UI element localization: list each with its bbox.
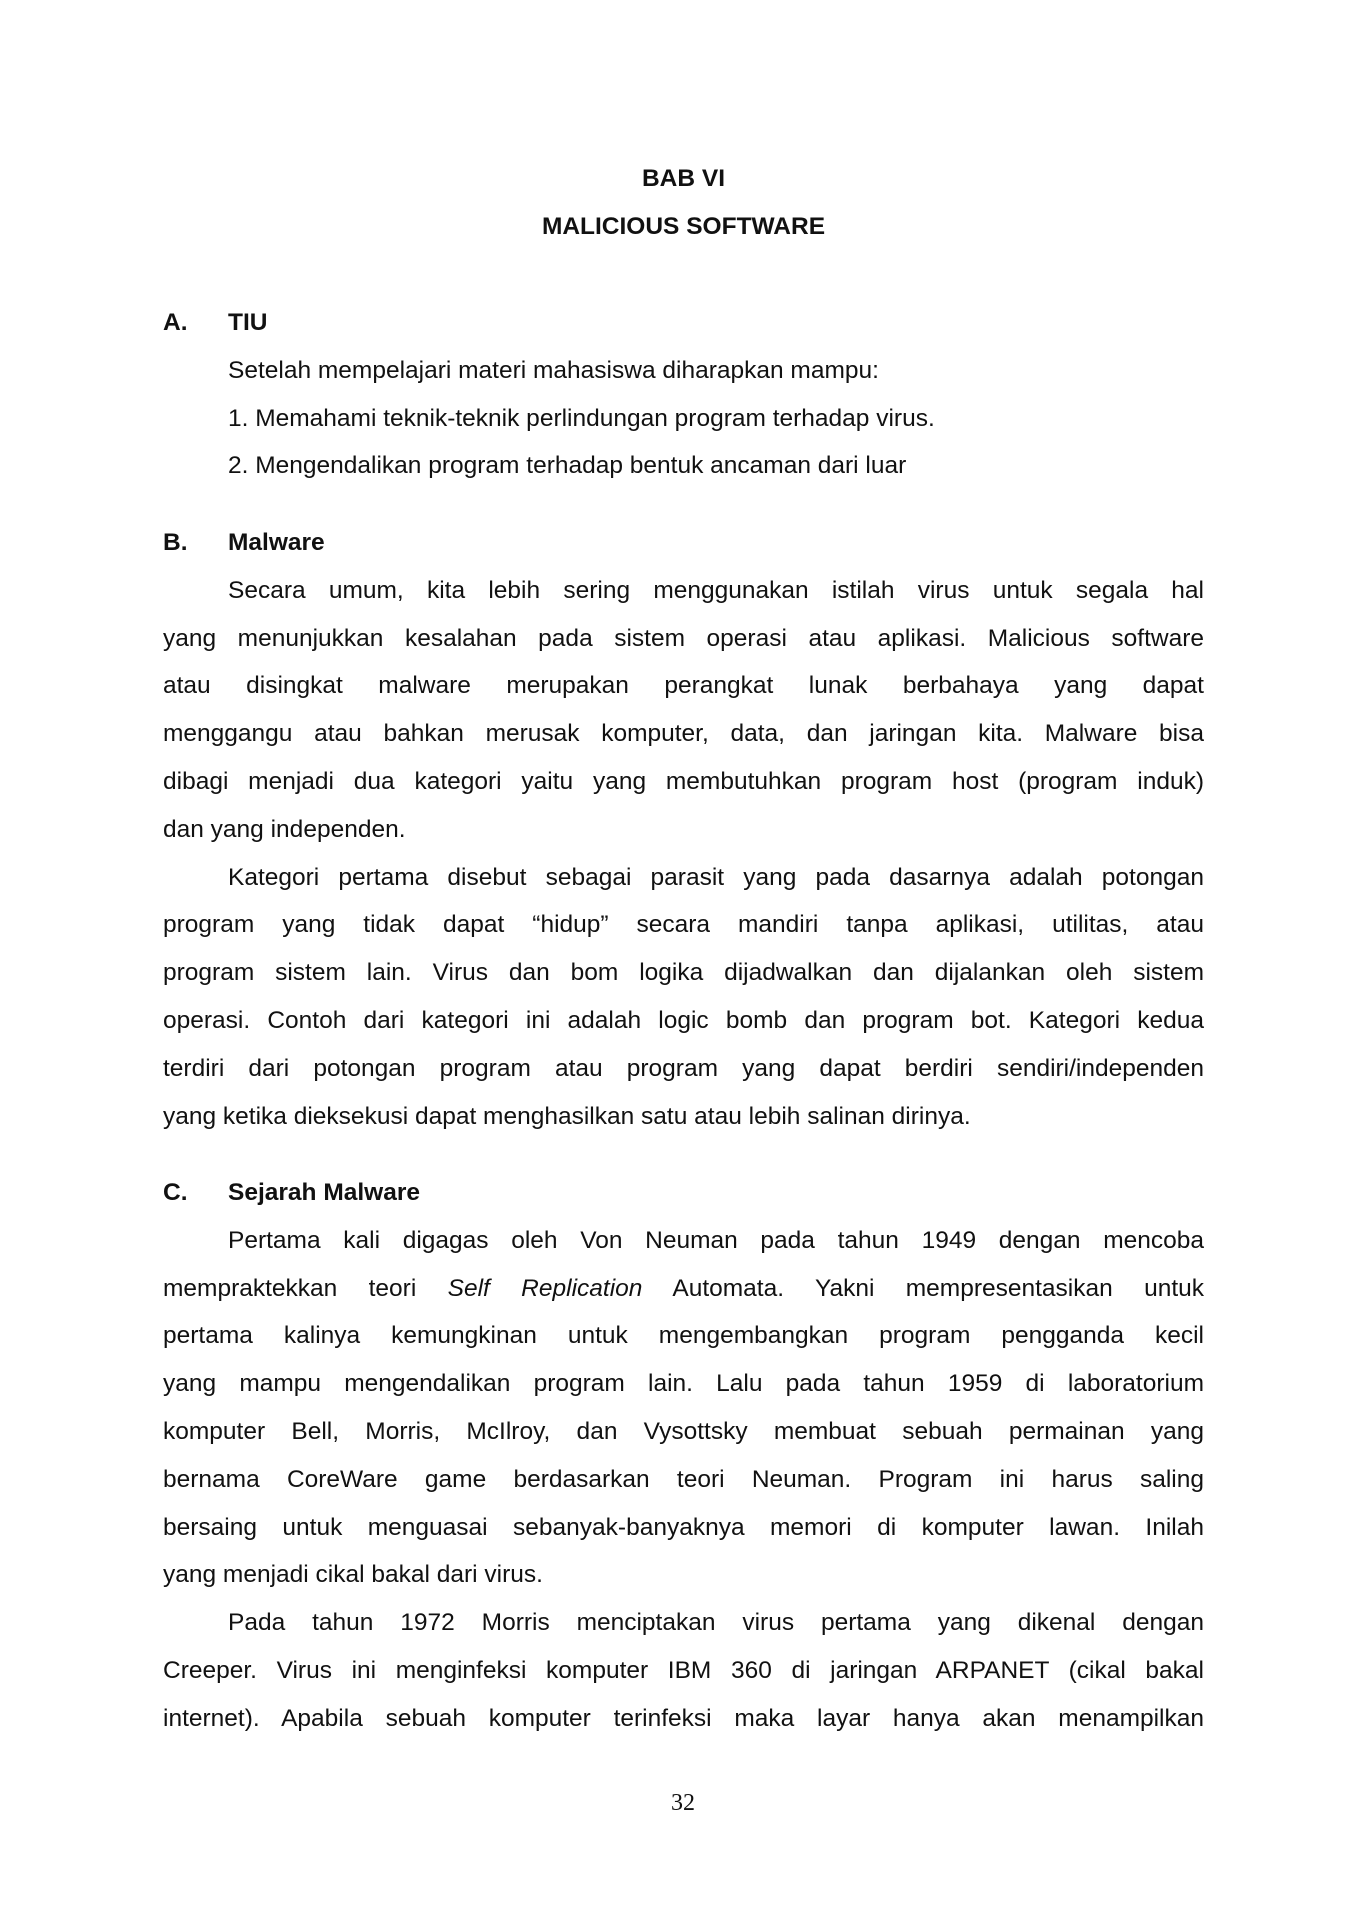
- page-number: 32: [671, 1790, 695, 1816]
- list-item: 2. Mengendalikan program terhadap bentuk ancaman dari luar: [228, 452, 907, 480]
- paragraph-line: program sistem lain. Virus dan bom logika dijadwalkan dan dijalankan oleh sistem: [163, 959, 1204, 987]
- paragraph-line: atau disingkat malware merupakan perangkat lunak berbahaya yang dapat: [163, 672, 1204, 700]
- section-letter: A.: [163, 309, 188, 336]
- paragraph-line: Kategori pertama disebut sebagai parasit yang pada dasarnya adalah potongan: [228, 863, 1204, 891]
- section-c: [163, 1169, 1204, 1743]
- paragraph-line: operasi. Contoh dari kategori ini adalah logic bomb dan program bot. Kategori kedua: [163, 1006, 1204, 1034]
- section-title: Malware: [228, 529, 325, 556]
- section-b: [163, 519, 1204, 1140]
- paragraph-line: menggangu atau bahkan merusak komputer, data, dan jaringan kita. Malware bisa: [163, 720, 1204, 748]
- paragraph-line: Pada tahun 1972 Morris menciptakan virus pertama yang dikenal dengan: [228, 1609, 1204, 1637]
- section-c-heading: [163, 1169, 1204, 1217]
- italic-term: Self Replication: [447, 1274, 643, 1302]
- chapter-number: BAB VI: [641, 165, 726, 192]
- paragraph-line: Secara umum, kita lebih sering menggunakan istilah virus untuk segala hal: [228, 576, 1204, 604]
- paragraph-line: Pertama kali digagas oleh Von Neuman pada tahun 1949 dengan mencoba: [228, 1226, 1204, 1254]
- text-segment: mempraktekkan teori: [163, 1274, 448, 1302]
- paragraph-line: yang ketika dieksekusi dapat menghasilkan satu atau lebih salinan dirinya.: [163, 1102, 971, 1130]
- chapter-title: [163, 155, 1204, 251]
- section-letter: B.: [163, 529, 188, 556]
- paragraph-line: dan yang independen.: [163, 815, 406, 843]
- paragraph-line: komputer Bell, Morris, McIlroy, dan Vysottsky membuat sebuah permainan yang: [163, 1417, 1204, 1445]
- section-letter: C.: [163, 1179, 188, 1206]
- section-a: [163, 299, 1204, 490]
- paragraph-line: [163, 1265, 1204, 1313]
- section-title: Sejarah Malware: [228, 1179, 421, 1206]
- paragraph-line: pertama kalinya kemungkinan untuk mengembangkan program pengganda kecil: [163, 1322, 1204, 1350]
- paragraph-line: terdiri dari potongan program atau program yang dapat berdiri sendiri/independen: [163, 1054, 1204, 1082]
- paragraph-line: dibagi menjadi dua kategori yaitu yang membutuhkan program host (program induk): [163, 767, 1204, 795]
- paragraph-line: yang menjadi cikal bakal dari virus.: [163, 1561, 543, 1589]
- paragraph-line: bersaing untuk menguasai sebanyak-banyaknya memori di komputer lawan. Inilah: [163, 1513, 1204, 1541]
- text-segment: Automata. Yakni mempresentasikan untuk: [642, 1274, 1204, 1302]
- paragraph-line: yang menunjukkan kesalahan pada sistem operasi atau aplikasi. Malicious software: [163, 624, 1204, 652]
- section-b-heading: [163, 519, 1204, 567]
- intro-text: Setelah mempelajari materi mahasiswa diharapkan mampu:: [228, 356, 879, 384]
- section-a-heading: [163, 299, 1204, 347]
- section-title: TIU: [228, 309, 268, 336]
- list-item: 1. Memahami teknik-teknik perlindungan program terhadap virus.: [228, 404, 935, 432]
- chapter-name: MALICIOUS SOFTWARE: [541, 213, 826, 240]
- paragraph-line: program yang tidak dapat “hidup” secara mandiri tanpa aplikasi, utilitas, atau: [163, 911, 1204, 939]
- paragraph-line: bernama CoreWare game berdasarkan teori Neuman. Program ini harus saling: [163, 1465, 1204, 1493]
- paragraph-line: Creeper. Virus ini menginfeksi komputer IBM 360 di jaringan ARPANET (cikal bakal: [163, 1656, 1204, 1684]
- paragraph-line: internet). Apabila sebuah komputer terinfeksi maka layar hanya akan menampilkan: [163, 1704, 1204, 1732]
- paragraph-line: yang mampu mengendalikan program lain. Lalu pada tahun 1959 di laboratorium: [163, 1370, 1204, 1398]
